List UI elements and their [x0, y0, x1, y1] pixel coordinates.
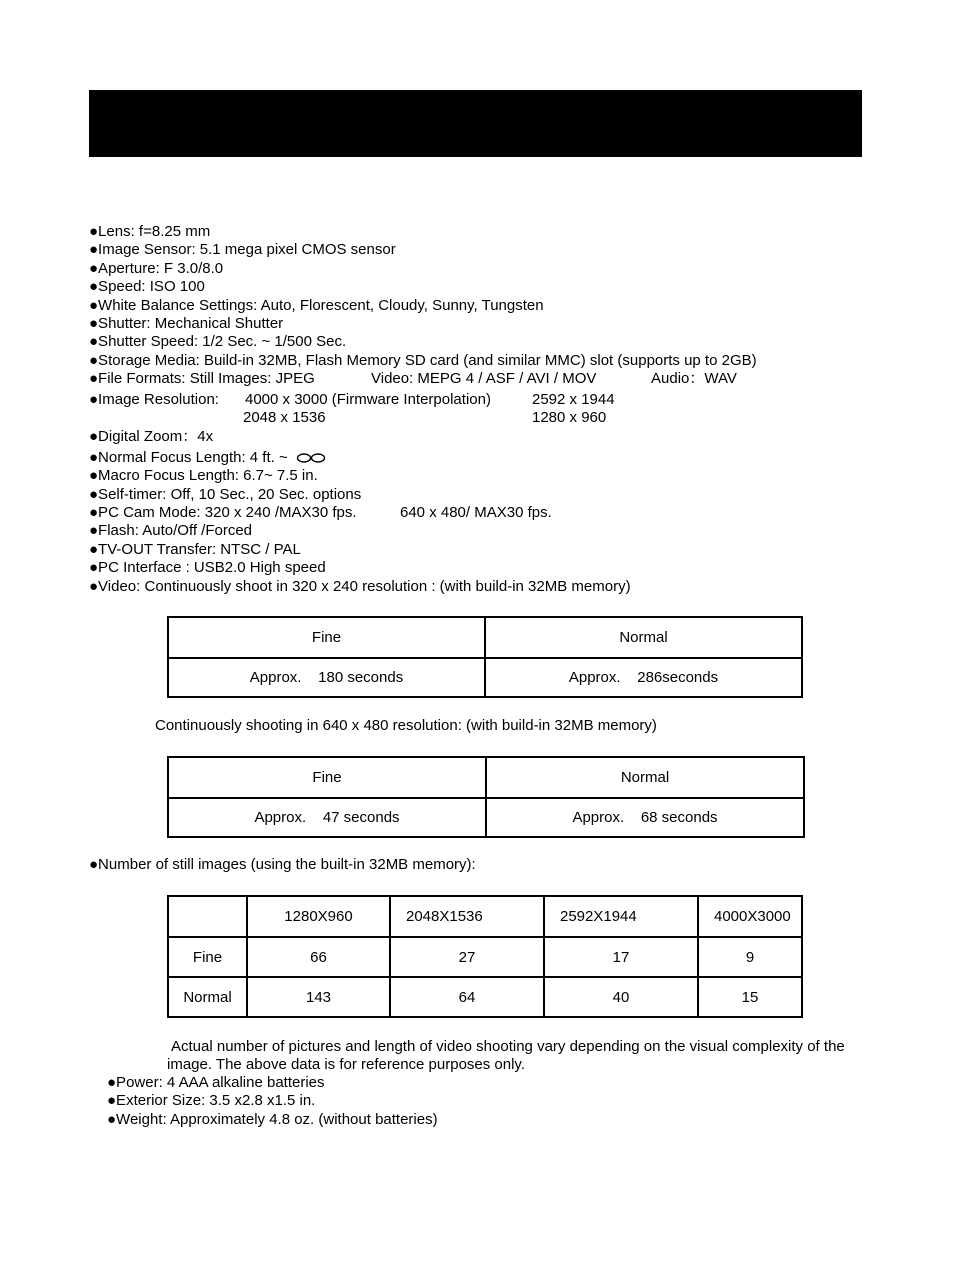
- table-header-cell: 2048X1536: [390, 896, 544, 937]
- reference-note: Actual number of pictures and length of video shooting vary depending on the visual complexity of the image. The above data is for reference purposes only.: [167, 1038, 845, 1073]
- spec-lens: ●Lens: f=8.25 mm: [89, 223, 211, 240]
- table-cell: 15: [698, 977, 802, 1017]
- header-bar: [89, 90, 862, 157]
- spec-self-timer: ●Self-timer: Off, 10 Sec., 20 Sec. options: [89, 486, 362, 503]
- table-cell: 40: [544, 977, 698, 1017]
- table-cell: 66: [247, 937, 390, 977]
- spec-storage: ●Storage Media: Build-in 32MB, Flash Memory SD card (and similar MMC) slot (supports up to 2GB): [89, 352, 757, 369]
- spec-resolution-4000: 4000 x 3000 (Firmware Interpolation): [245, 391, 491, 408]
- table-header-cell: Normal: [486, 757, 804, 798]
- spec-weight: ●Weight: Approximately 4.8 oz. (without batteries): [107, 1111, 438, 1128]
- video-320-table: [167, 616, 803, 698]
- table-header-cell: [168, 896, 247, 937]
- spec-pc-interface: ●PC Interface : USB2.0 High speed: [89, 559, 326, 576]
- table-header-cell: Normal: [485, 617, 802, 658]
- spec-exterior-size: ●Exterior Size: 3.5 x2.8 x1.5 in.: [107, 1092, 316, 1109]
- spec-shutter: ●Shutter: Mechanical Shutter: [89, 315, 284, 332]
- spec-shutter-speed: ●Shutter Speed: 1/2 Sec. ~ 1/500 Sec.: [89, 333, 347, 350]
- spec-resolution-1280: 1280 x 960: [532, 409, 607, 426]
- still-images-table: [167, 895, 803, 1018]
- table-header-cell: 1280X960: [247, 896, 390, 937]
- still-images-caption: ●Number of still images (using the built-in 32MB memory):: [89, 856, 476, 873]
- spec-video: ●Video: Continuously shoot in 320 x 240 resolution : (with build-in 32MB memory): [89, 578, 631, 595]
- spec-white-balance: ●White Balance Settings: Auto, Florescent, Cloudy, Sunny, Tungsten: [89, 297, 544, 314]
- table-cell: Approx. 47 seconds: [168, 798, 486, 837]
- spec-normal-focus-text: ●Normal Focus Length: 4 ft. ~: [89, 449, 288, 466]
- spec-file-formats-video: Video: MEPG 4 / ASF / AVI / MOV: [371, 370, 597, 387]
- spec-resolution-label: ●Image Resolution:: [89, 391, 219, 408]
- spec-flash: ●Flash: Auto/Off /Forced: [89, 522, 253, 539]
- spec-tv-out: ●TV-OUT Transfer: NTSC / PAL: [89, 541, 301, 558]
- table-cell: Approx. 180 seconds: [168, 658, 485, 697]
- infinity-icon: [296, 452, 326, 464]
- spec-file-formats-still: ●File Formats: Still Images: JPEG: [89, 370, 315, 387]
- spec-power: ●Power: 4 AAA alkaline batteries: [107, 1074, 325, 1091]
- table-cell: Approx. 286seconds: [485, 658, 802, 697]
- table-cell: 9: [698, 937, 802, 977]
- table-cell: 64: [390, 977, 544, 1017]
- spec-pc-cam: ●PC Cam Mode: 320 x 240 /MAX30 fps.: [89, 504, 357, 521]
- spec-macro-focus: ●Macro Focus Length: 6.7~ 7.5 in.: [89, 467, 318, 484]
- spec-aperture: ●Aperture: F 3.0/8.0: [89, 260, 224, 277]
- table-header-cell: 4000X3000: [698, 896, 802, 937]
- video-640-caption: Continuously shooting in 640 x 480 resolution: (with build-in 32MB memory): [155, 717, 657, 734]
- table-header-cell: Fine: [168, 617, 485, 658]
- table-cell: Normal: [168, 977, 247, 1017]
- spec-resolution-2592: 2592 x 1944: [532, 391, 615, 408]
- spec-normal-focus: [89, 449, 326, 467]
- table-row: [168, 977, 802, 1017]
- table-header-cell: 2592X1944: [544, 896, 698, 937]
- spec-resolution-2048: 2048 x 1536: [243, 409, 326, 426]
- table-header-cell: Fine: [168, 757, 486, 798]
- table-cell: 17: [544, 937, 698, 977]
- spec-speed: ●Speed: ISO 100: [89, 278, 205, 295]
- table-cell: 143: [247, 977, 390, 1017]
- spec-file-formats-audio: Audio：WAV: [651, 370, 737, 387]
- spec-sensor: ●Image Sensor: 5.1 mega pixel CMOS sensor: [89, 241, 396, 258]
- table-row: [168, 937, 802, 977]
- table-row: [168, 896, 802, 937]
- table-cell: Approx. 68 seconds: [486, 798, 804, 837]
- table-cell: Fine: [168, 937, 247, 977]
- table-cell: 27: [390, 937, 544, 977]
- spec-digital-zoom: ●Digital Zoom：4x: [89, 428, 214, 445]
- spec-pc-cam-640: 640 x 480/ MAX30 fps.: [400, 504, 552, 521]
- video-640-table: [167, 756, 805, 838]
